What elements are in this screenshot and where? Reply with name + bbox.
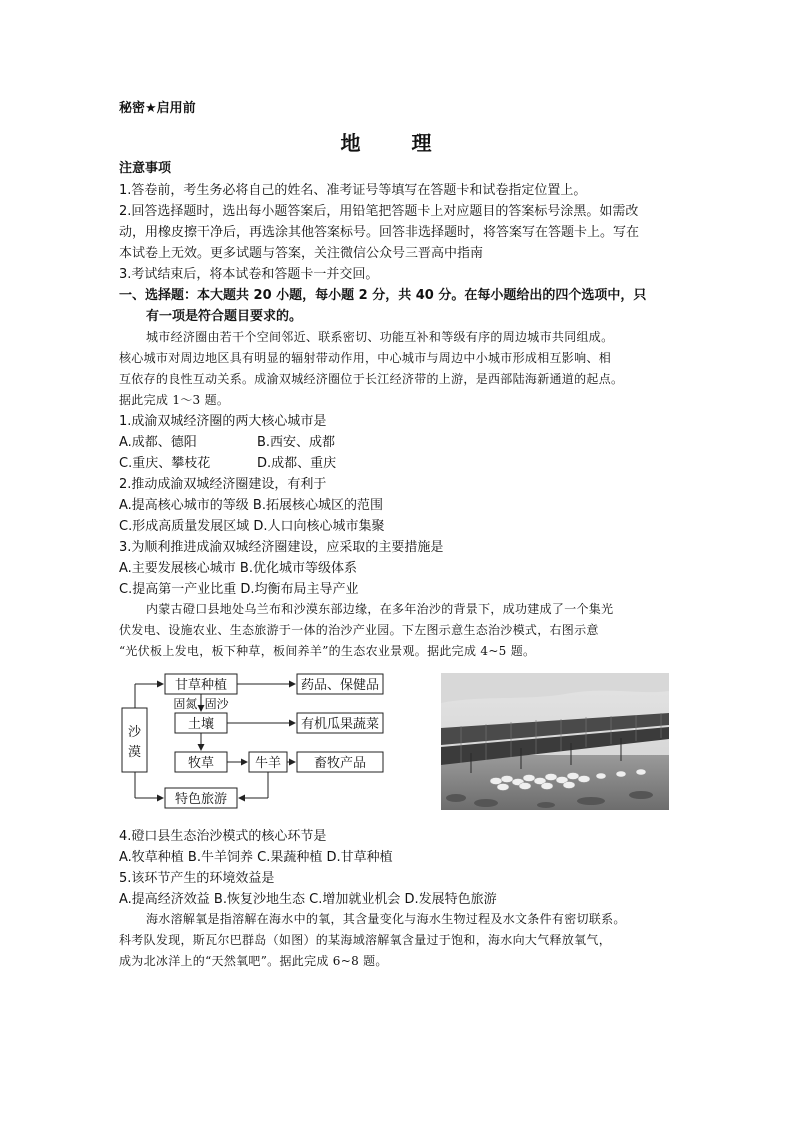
passage-line: 核心城市对周边地区具有明显的辐射带动作用，中心城市与周边中小城市形成相互影响、相 [119, 351, 612, 365]
notes-line: 1.答卷前，考生务必将自己的姓名、准考证号等填写在答题卡和试卷指定位置上。 [119, 183, 587, 198]
notes-heading: 注意事项 [119, 161, 172, 176]
passage-line: 据此完成 1～3 题。 [119, 393, 230, 407]
options-5: A.提高经济效益 B.恢复沙地生态 C.增加就业机会 D.发展特色旅游 [119, 892, 497, 907]
page-title: 地 理 [340, 131, 454, 155]
label-livestock: 畜牧产品 [313, 756, 367, 771]
question-3-stem: 3.为顺利推进成渝双城经济圈建设，应采取的主要措施是 [119, 540, 444, 555]
options-3cd: C.提高第一产业比重 D.均衡布局主导产业 [119, 582, 359, 597]
label-desert-1: 沙 [127, 725, 142, 740]
passage-line: 海水溶解氧是指溶解在海水中的氧，其含量变化与海水生物过程及水文条件有密切联系。 [146, 912, 626, 926]
options-3ab: A.主要发展核心城市 B.优化城市等级体系 [119, 561, 357, 576]
options-2ab: A.提高核心城市的等级 B.拓展核心城区的范围 [119, 498, 383, 513]
label-grass: 牧草 [187, 756, 215, 771]
question-4-stem: 4.磴口县生态治沙模式的核心环节是 [119, 829, 327, 844]
passage-line: 科考队发现，斯瓦尔巴群岛（如图）的某海域溶解氧含量过于饱和，海水向大气释放氧气， [119, 933, 612, 947]
option-1c: C.重庆、攀枝花 [119, 456, 211, 471]
confidential-label: 秘密★启用前 [119, 101, 196, 116]
notes-line: 动，用橡皮擦干净后，再选涂其他答案标号。回答非选择题时，将答案写在答题卡上。写在 [119, 225, 640, 240]
option-1d: D.成都、重庆 [257, 456, 337, 471]
passage-line: 伏发电、设施农业、生态旅游于一体的治沙产业园。下左图示意生态治沙模式，右图示意 [119, 623, 599, 637]
label-organic: 有机瓜果蔬菜 [300, 717, 380, 732]
passage-line: 成为北冰洋上的“天然氧吧”。据此完成 6~8 题。 [119, 954, 388, 968]
question-1-stem: 1.成渝双城经济圈的两大核心城市是 [119, 414, 327, 429]
label-licorice: 甘草种植 [174, 678, 228, 693]
label-desert-2: 漠 [127, 745, 142, 760]
passage-line: 互依存的良性互动关系。成渝双城经济圈位于长江经济带的上游，是西部陆海新通道的起点。 [119, 372, 624, 386]
solar-farm-sheep-photo [441, 673, 669, 810]
notes-line: 本试卷上无效。更多试题与答案，关注微信公众号三晋高中指南 [119, 246, 484, 261]
notes-line: 2.回答选择题时，选出每小题答案后，用铅笔把答题卡上对应题目的答案标号涂黑。如需改 [119, 204, 639, 219]
box-desert [122, 708, 147, 772]
section-heading-cont: 有一项是符合题目要求的。 [146, 309, 303, 324]
passage-line: 城市经济圈由若干个空间邻近、联系密切、功能互补和等级有序的周边城市共同组成。 [146, 330, 614, 344]
question-5-stem: 5.该环节产生的环境效益是 [119, 871, 275, 886]
passage-line: 内蒙古磴口县地处乌兰布和沙漠东部边缘，在多年治沙的背景下，成功建成了一个集光 [146, 602, 614, 616]
section-heading: 一、选择题：本大题共 20 小题，每小题 2 分，共 40 分。在每小题给出的四个选项中，只 [119, 288, 647, 303]
label-medicine: 药品、保健品 [300, 678, 380, 693]
label-soil: 土壤 [187, 717, 215, 732]
desert-control-flow-diagram [119, 672, 410, 810]
options-4: A.牧草种植 B.牛羊饲养 C.果蔬种植 D.甘草种植 [119, 850, 393, 865]
passage-line: “光伏板上发电，板下种草，板间养羊”的生态农业景观。据此完成 4~5 题。 [119, 644, 536, 658]
label-fix: 固氮│固沙 [173, 697, 229, 711]
option-1b: B.西安、成都 [257, 435, 336, 450]
question-2-stem: 2.推动成渝双城经济圈建设，有利于 [119, 477, 327, 492]
label-cattle: 牛羊 [254, 756, 282, 771]
options-2cd: C.形成高质量发展区域 D.人口向核心城市集聚 [119, 519, 385, 534]
label-tourism: 特色旅游 [174, 792, 228, 807]
option-1a: A.成都、德阳 [119, 435, 197, 450]
notes-line: 3.考试结束后，将本试卷和答题卡一并交回。 [119, 267, 379, 282]
